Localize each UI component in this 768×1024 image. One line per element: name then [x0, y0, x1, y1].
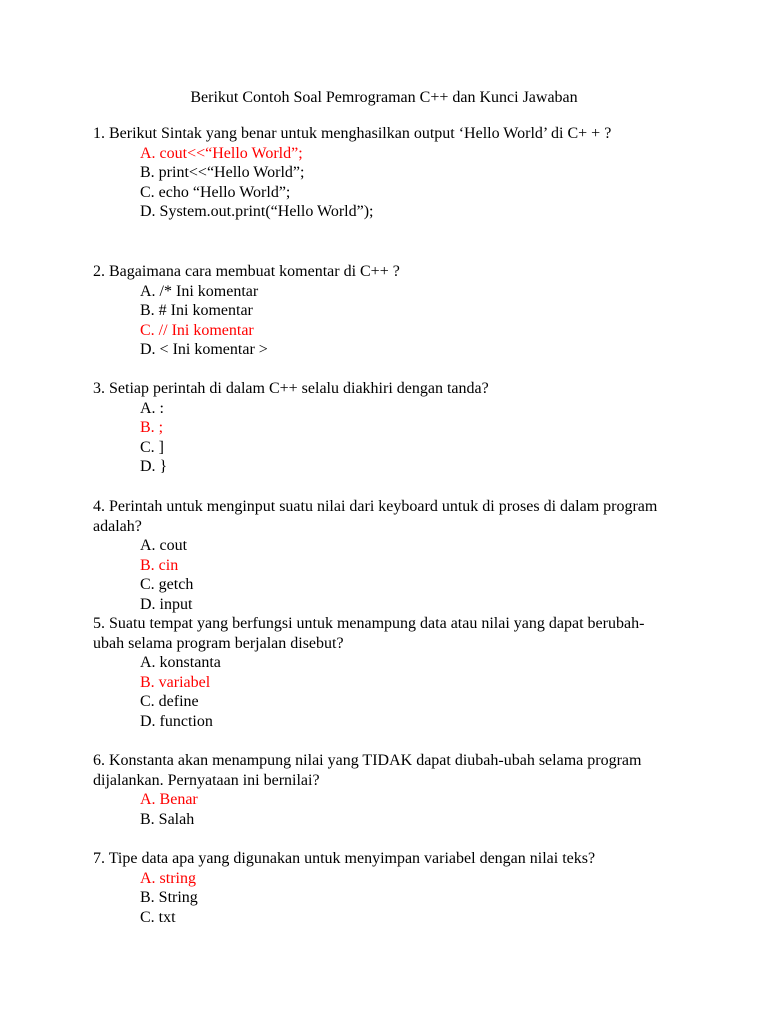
- question-7: [93, 849, 673, 927]
- option-a: A. /* Ini komentar: [140, 282, 259, 300]
- option-c: C. // Ini komentar: [140, 321, 254, 339]
- option-a: A. cout: [140, 537, 188, 554]
- options-list: [93, 869, 673, 928]
- options-list: [93, 282, 673, 360]
- option-c: C. define: [140, 693, 199, 711]
- question-3: [93, 379, 673, 477]
- question-text: 2. Bagaimana cara membuat komentar di C++ ?: [93, 263, 400, 280]
- option-d: D. }: [140, 458, 168, 476]
- option-b: B. print<<“Hello World”;: [140, 164, 305, 182]
- page-title: Berikut Contoh Soal Pemrograman C++ dan Kunci Jawaban: [190, 89, 578, 106]
- question-text: 4. Perintah untuk menginput suatu nilai dari keyboard untuk di proses di dalam program adalah?: [93, 498, 658, 535]
- question-text: 6. Konstanta akan menampung nilai yang TIDAK dapat diubah-ubah selama program dijalankan. Pernyataan ini bernilai?: [93, 752, 642, 789]
- question-text: 1. Berikut Sintak yang benar untuk menghasilkan output ‘Hello World’ di C+ + ?: [93, 125, 612, 142]
- option-c: C. ]: [140, 438, 164, 456]
- option-d: D. System.out.print(“Hello World”);: [140, 203, 374, 221]
- option-a: A. konstanta: [140, 654, 221, 671]
- options-list: [93, 790, 673, 829]
- option-d: D. function: [140, 712, 213, 730]
- option-a: A. cout<<“Hello World”;: [140, 144, 303, 162]
- option-a: A. :: [140, 399, 164, 417]
- options-list: [93, 536, 673, 614]
- options-list: [93, 653, 673, 731]
- options-list: [93, 144, 673, 222]
- option-a: A. string: [140, 869, 196, 887]
- question-2: [93, 262, 673, 360]
- question-4: [93, 497, 673, 614]
- option-c: C. txt: [140, 908, 176, 926]
- option-c: C. getch: [140, 576, 194, 594]
- option-b: B. # Ini komentar: [140, 302, 253, 320]
- option-c: C. echo “Hello World”;: [140, 183, 291, 201]
- question-5: [93, 614, 673, 731]
- option-b: B. variabel: [140, 673, 211, 691]
- question-text: 7. Tipe data apa yang digunakan untuk menyimpan variabel dengan nilai teks?: [93, 850, 596, 867]
- option-d: D. input: [140, 595, 193, 613]
- option-a: A. Benar: [140, 791, 198, 808]
- option-b: B. String: [140, 889, 198, 907]
- question-6: [93, 751, 673, 829]
- option-d: D. < Ini komentar >: [140, 341, 268, 359]
- question-1: [93, 124, 673, 222]
- question-text: 3. Setiap perintah di dalam C++ selalu diakhiri dengan tanda?: [93, 380, 489, 397]
- options-list: [93, 399, 673, 477]
- option-b: B. Salah: [140, 810, 195, 828]
- option-b: B. ;: [140, 419, 164, 437]
- option-b: B. cin: [140, 556, 179, 574]
- question-text: 5. Suatu tempat yang berfungsi untuk menampung data atau nilai yang dapat berubah-ubah selama program berjalan disebut?: [93, 615, 645, 652]
